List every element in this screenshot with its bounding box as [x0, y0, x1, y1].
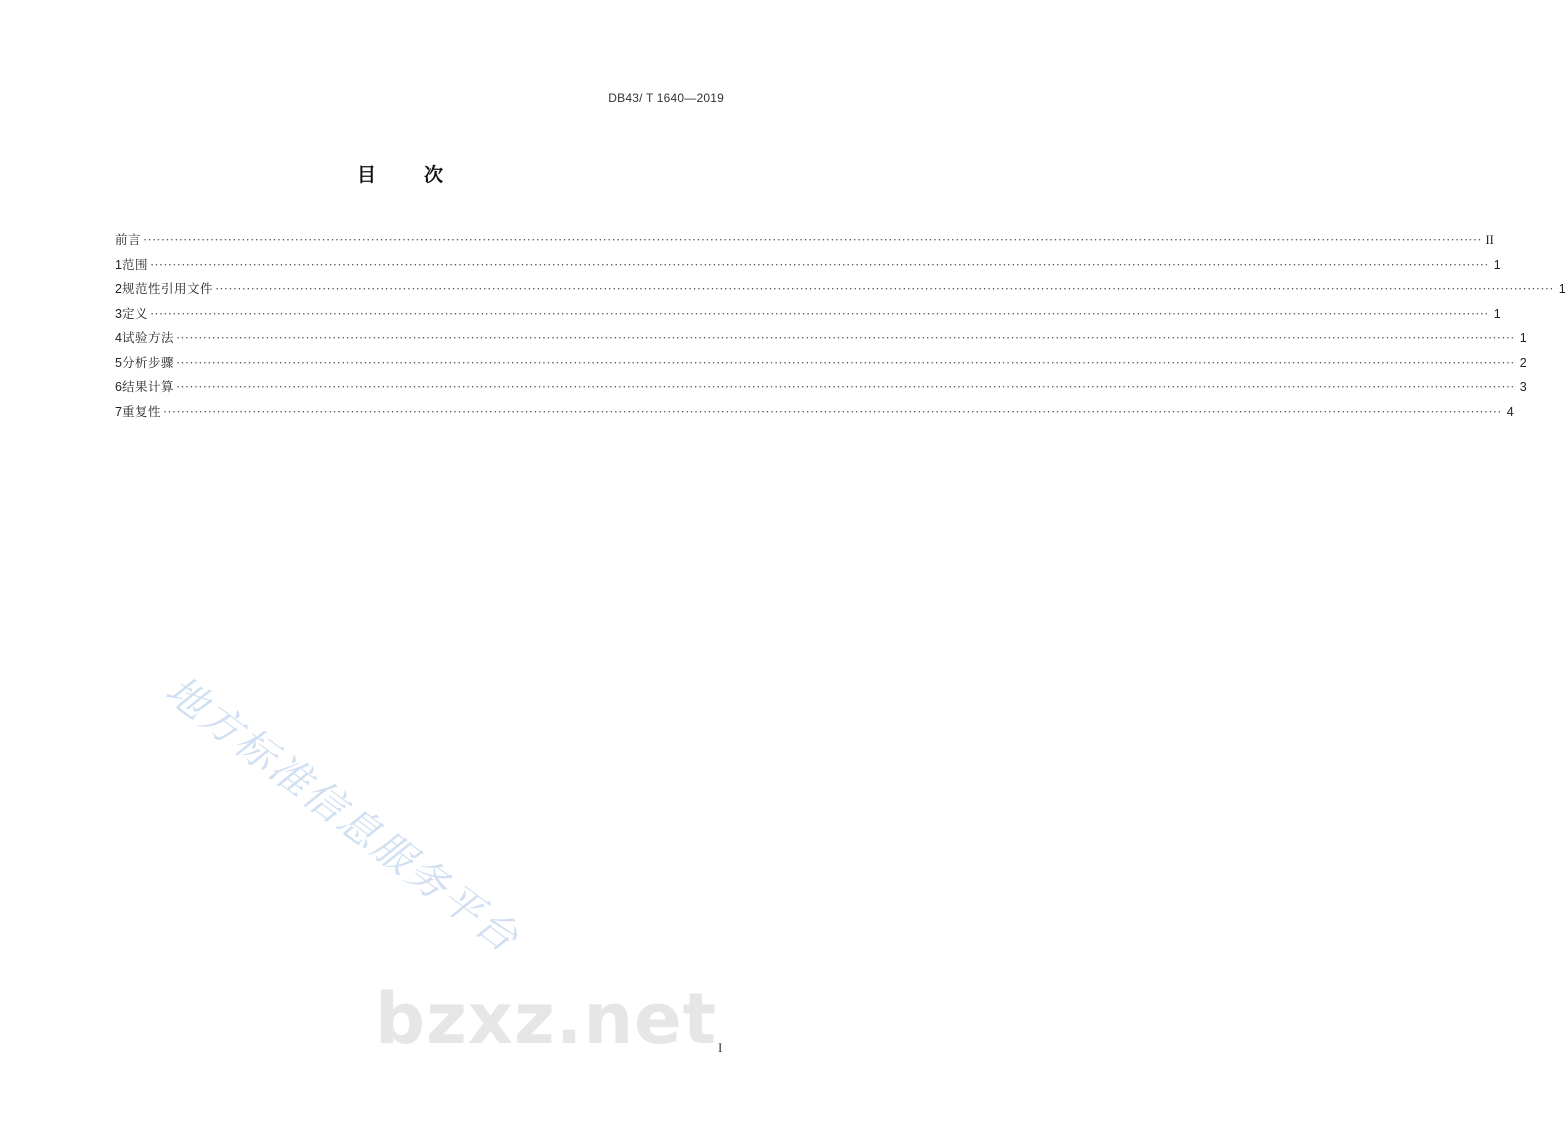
toc-dot-leader: ············································································································································································································································································································: [175, 331, 1515, 345]
toc-dot-leader: ············································································································································································································································································································: [175, 380, 1515, 394]
table-of-contents: [115, 230, 1566, 426]
toc-dot-leader: ············································································································································································································································································································: [149, 257, 1489, 272]
toc-entry-number: 1: [115, 257, 122, 272]
toc-title-right: 次: [424, 164, 444, 186]
toc-dot-leader: ············································································································································································································································································································: [143, 233, 1482, 247]
toc-entry-label: 分析步骤: [121, 354, 174, 370]
toc-entry-repeatability[interactable]: [115, 402, 1514, 427]
toc-entry-foreword[interactable]: [115, 230, 1494, 255]
watermark-site: bzxz.net: [375, 978, 718, 1060]
toc-entry-test-method[interactable]: [115, 328, 1527, 353]
toc-entry-number: 7: [115, 404, 122, 419]
toc-entry-page: 1: [1493, 306, 1501, 321]
toc-dot-leader: ············································································································································································································································································································: [149, 306, 1489, 321]
toc-entry-label: 规范性引用文件: [121, 281, 213, 296]
toc-title-left: 目: [356, 164, 376, 186]
toc-entry-label: 重复性: [121, 403, 161, 419]
toc-entry-label: 试验方法: [121, 330, 174, 345]
toc-entry-page: II: [1485, 233, 1494, 247]
toc-entry-number: 5: [115, 355, 122, 370]
toc-entry-number: 2: [115, 282, 122, 296]
toc-dot-leader: ············································································································································································································································································································: [214, 282, 1554, 296]
toc-entry-label: 定义: [121, 305, 148, 321]
toc-entry-page: 4: [1506, 404, 1514, 419]
toc-dot-leader: ············································································································································································································································································································: [162, 404, 1502, 419]
toc-entry-page: 1: [1519, 331, 1527, 345]
toc-entry-page: 2: [1519, 355, 1527, 370]
toc-entry-normative-references[interactable]: [115, 279, 1566, 304]
toc-entry-page: 1: [1493, 257, 1501, 272]
toc-entry-label: 范围: [121, 256, 148, 272]
toc-entry-definitions[interactable]: [115, 304, 1501, 329]
toc-entry-calculation[interactable]: [115, 377, 1527, 402]
toc-entry-number: 6: [115, 380, 122, 394]
document-code: DB43/ T 1640—2019: [608, 91, 724, 105]
toc-entry-label: 结果计算: [121, 379, 174, 394]
toc-entry-scope[interactable]: [115, 255, 1501, 280]
toc-title: [0, 160, 800, 187]
toc-entry-number: 4: [115, 331, 122, 345]
page-number: I: [718, 1040, 723, 1055]
toc-entry-page: 1: [1558, 282, 1566, 296]
watermark-chinese: 地方标准信息服务平台: [156, 667, 528, 963]
toc-entry-page: 3: [1519, 380, 1527, 394]
toc-entry-analysis-steps[interactable]: [115, 353, 1527, 378]
toc-dot-leader: ············································································································································································································································································································: [175, 355, 1515, 370]
toc-entry-number: 3: [115, 306, 122, 321]
toc-entry-label: 前言: [115, 232, 142, 247]
